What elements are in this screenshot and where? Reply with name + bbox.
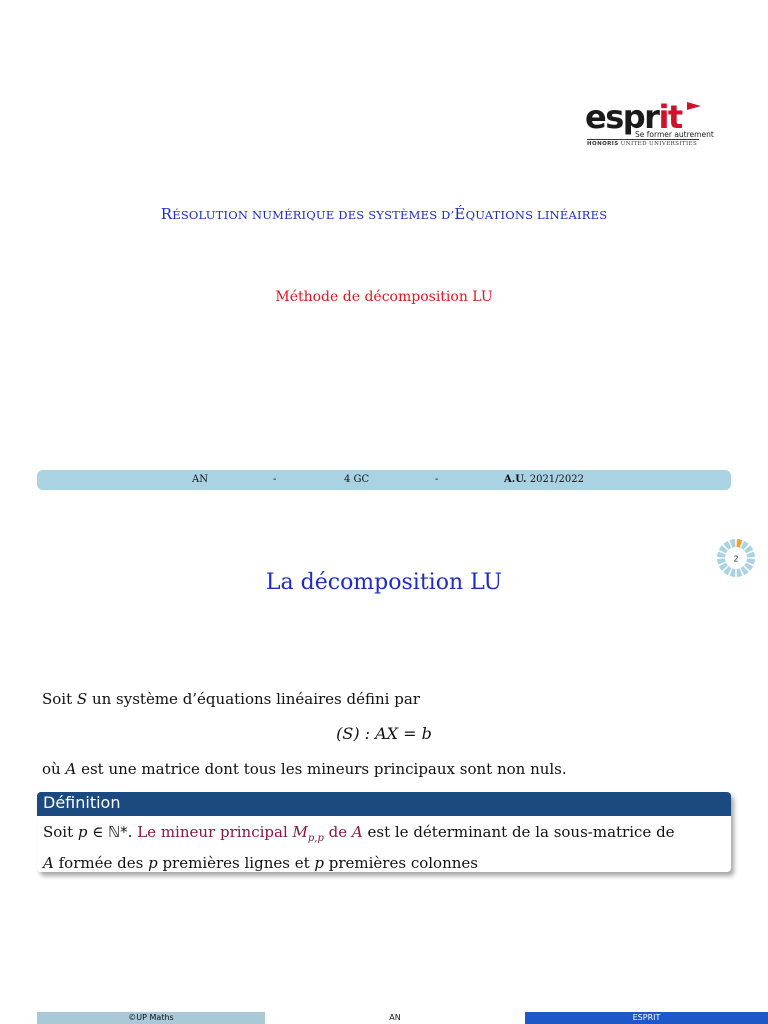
condition-text: où A est une matrice dont tous les mineurs principaux sont non nuls.: [42, 760, 567, 778]
footer-author: ©UP Maths: [37, 1012, 265, 1024]
slide-title: La décomposition LU: [265, 570, 503, 595]
class-name: 4 GC: [344, 474, 370, 485]
definition-block: [37, 792, 731, 872]
separator: -: [273, 474, 277, 485]
logo-honoris: HONORIS UNITED UNIVERSITIES: [587, 141, 698, 147]
slide-footer: [0, 1012, 768, 1024]
logo-wordmark: esprit: [585, 98, 682, 136]
definition-body: [43, 820, 733, 875]
page-number: 2: [733, 554, 739, 564]
progress-segment: [737, 539, 743, 548]
separator: -: [435, 474, 439, 485]
esprit-logo: [583, 98, 714, 158]
intro-text: Soit S un système d’équations linéaires défini par: [42, 690, 420, 708]
progress-segment: [730, 539, 736, 548]
course-name: AN: [192, 474, 208, 485]
progress-segment: [746, 552, 755, 558]
progress-segment: [746, 559, 755, 565]
flag-icon: [687, 102, 701, 112]
course-info-bar: [37, 470, 731, 490]
system-equation: (S) : AX = b: [336, 724, 432, 743]
presentation-subtitle: Méthode de décomposition LU: [275, 289, 493, 305]
footer-institution: ESPRIT: [525, 1012, 768, 1024]
logo-tagline: Se former autrement: [635, 130, 714, 139]
academic-year: A.U. 2021/2022: [504, 474, 584, 485]
presentation-title: RÉSOLUTION NUMÉRIQUE DES SYSTÈMES D’ÉQUATIONS LINÉAIRES: [160, 205, 608, 223]
progress-segment: [717, 552, 726, 558]
footer-course: AN: [265, 1012, 525, 1024]
logo-divider: [587, 139, 699, 140]
definition-line-2: A formée des p premières lignes et p premières colonnes: [43, 854, 478, 872]
definition-header: Définition: [37, 792, 731, 816]
definition-line-1: Soit p ∈ ℕ*. Le mineur principal $M_{p,p}$ de A est le déterminant de la sous-matrice de: [43, 823, 675, 844]
progress-segment: [717, 559, 726, 565]
